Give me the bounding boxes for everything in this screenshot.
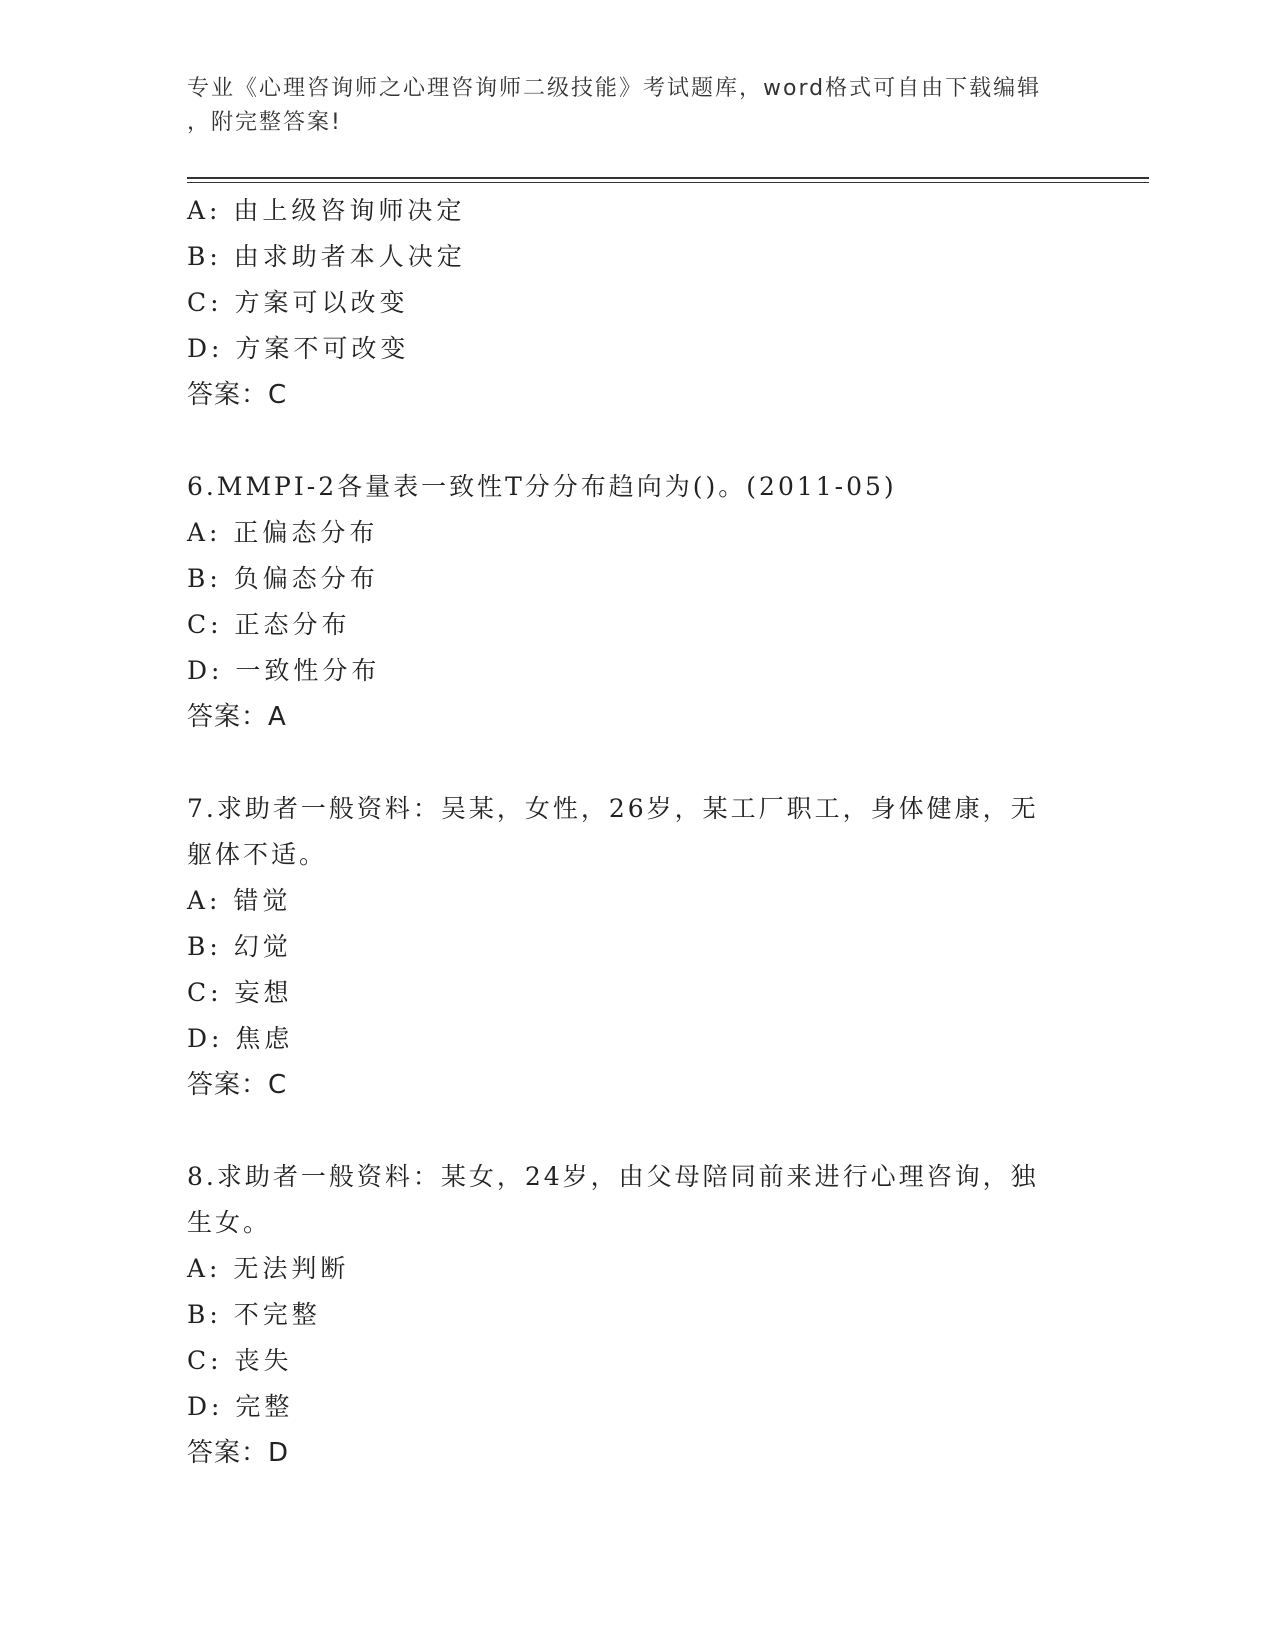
option-d: D: 方案不可改变 — [187, 334, 410, 363]
option-c: C: 方案可以改变 — [187, 288, 409, 317]
option-b: B: 不完整 — [187, 1300, 321, 1329]
option-d: D: 焦虑 — [187, 1024, 294, 1053]
option-c: C: 丧失 — [187, 1346, 293, 1375]
option-b: B: 幻觉 — [187, 932, 292, 961]
answer: 答案：A — [187, 702, 287, 732]
answer: 答案：D — [187, 1438, 290, 1468]
question-5 — [187, 188, 1067, 418]
question-text-line-2: 生女。 — [187, 1208, 272, 1237]
option-c: C: 正态分布 — [187, 610, 351, 639]
option-c: C: 妄想 — [187, 978, 293, 1007]
question-list — [187, 188, 1067, 1476]
option-b: B: 负偏态分布 — [187, 564, 379, 593]
option-a: A: 由上级咨询师决定 — [187, 196, 466, 225]
question-text-line-2: 躯体不适。 — [187, 840, 328, 869]
option-b: B: 由求助者本人决定 — [187, 242, 466, 271]
header-line-1: 专业《心理咨询师之心理咨询师二级技能》考试题库，word格式可自由下载编辑 — [187, 76, 1042, 101]
header-divider — [187, 177, 1149, 179]
option-d: D: 完整 — [187, 1392, 294, 1421]
question-text-line-1: 7.求助者一般资料：吴某，女性，26岁，某工厂职工，身体健康，无 — [187, 794, 1039, 823]
option-a: A: 正偏态分布 — [187, 518, 379, 547]
answer: 答案：C — [187, 1070, 288, 1100]
question-6 — [187, 464, 1067, 740]
header-line-2: ，附完整答案! — [187, 110, 342, 135]
question-7 — [187, 786, 1067, 1108]
document-header — [187, 72, 1067, 140]
option-d: D: 一致性分布 — [187, 656, 381, 685]
header-divider-thin — [187, 182, 1149, 183]
option-a: A: 无法判断 — [187, 1254, 350, 1283]
question-8 — [187, 1154, 1067, 1476]
question-text: 6.MMPI-2各量表一致性T分分布趋向为()。(2011-05) — [187, 472, 897, 501]
option-a: A: 错觉 — [187, 886, 292, 915]
answer: 答案：C — [187, 380, 288, 410]
question-text-line-1: 8.求助者一般资料：某女，24岁，由父母陪同前来进行心理咨询，独 — [187, 1162, 1039, 1191]
